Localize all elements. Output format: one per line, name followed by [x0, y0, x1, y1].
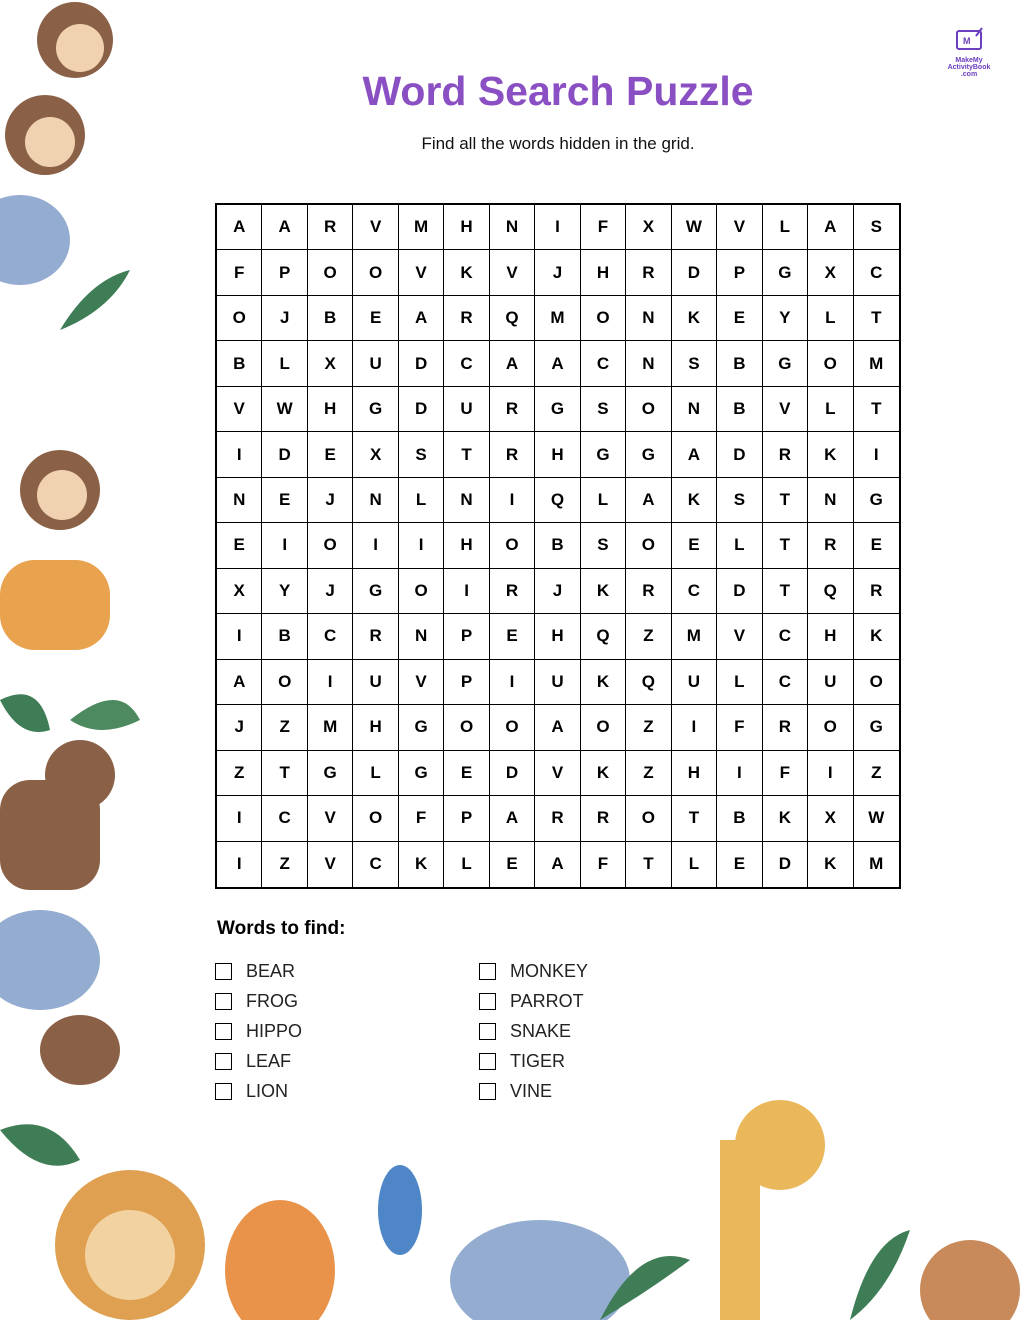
grid-cell[interactable]: R	[808, 523, 853, 568]
grid-cell[interactable]: E	[217, 523, 262, 568]
grid-cell[interactable]: S	[854, 205, 899, 250]
grid-cell[interactable]: X	[808, 796, 853, 841]
grid-cell[interactable]: I	[490, 660, 535, 705]
grid-cell[interactable]: K	[581, 660, 626, 705]
word-label: MONKEY	[510, 961, 589, 981]
grid-cell[interactable]: T	[854, 296, 899, 341]
grid-cell[interactable]: I	[490, 478, 535, 523]
grid-cell[interactable]: R	[763, 705, 808, 750]
grid-cell[interactable]: R	[444, 296, 489, 341]
grid-cell[interactable]: G	[581, 432, 626, 477]
grid-cell[interactable]: O	[490, 705, 535, 750]
word-item	[479, 961, 588, 982]
grid-cell[interactable]: V	[399, 250, 444, 295]
grid-cell[interactable]: O	[217, 296, 262, 341]
grid-cell[interactable]: L	[262, 341, 307, 386]
grid-cell[interactable]: U	[672, 660, 717, 705]
grid-cell[interactable]: O	[353, 250, 398, 295]
grid-cell[interactable]: M	[869, 854, 884, 874]
grid-cell[interactable]: Q	[535, 478, 580, 523]
grid-cell[interactable]: P	[262, 250, 307, 295]
grid-cell[interactable]: K	[672, 478, 717, 523]
grid-cell[interactable]: O	[308, 523, 353, 568]
grid-cell[interactable]: W	[854, 796, 899, 841]
grid-cell[interactable]: Z	[854, 751, 899, 796]
grid-cell[interactable]: Y	[763, 296, 808, 341]
grid-cell[interactable]: V	[353, 205, 398, 250]
grid-cell[interactable]: A	[808, 205, 853, 250]
grid-cell[interactable]: D	[262, 432, 307, 477]
grid-cell[interactable]: D	[763, 842, 808, 887]
grid-cell[interactable]: I	[217, 842, 262, 887]
grid-cell[interactable]: V	[763, 387, 808, 432]
grid-cell[interactable]: Q	[626, 660, 671, 705]
grid-cell[interactable]: K	[672, 296, 717, 341]
grid-cell[interactable]: F	[581, 205, 626, 250]
grid-cell[interactable]: G	[308, 751, 353, 796]
grid-cell[interactable]: O	[581, 296, 626, 341]
grid-cell[interactable]: A	[535, 705, 580, 750]
grid-cell[interactable]: K	[399, 842, 444, 887]
grid-cell[interactable]: O	[353, 796, 398, 841]
grid-cell[interactable]: A	[490, 796, 535, 841]
grid-cell[interactable]: E	[308, 432, 353, 477]
checkbox[interactable]	[215, 963, 232, 980]
grid-cell[interactable]: O	[490, 523, 535, 568]
book-pencil-icon	[954, 26, 984, 52]
grid-cell[interactable]: F	[763, 751, 808, 796]
grid-cell[interactable]: L	[581, 478, 626, 523]
grid-cell[interactable]: A	[262, 205, 307, 250]
grid-cell[interactable]: E	[672, 523, 717, 568]
grid-cell[interactable]: I	[672, 705, 717, 750]
grid-cell[interactable]: W	[262, 387, 307, 432]
grid-cell[interactable]: O	[808, 705, 853, 750]
grid-cell[interactable]: I	[217, 432, 262, 477]
grid-cell[interactable]: C	[353, 842, 398, 887]
svg-text:M: M	[963, 36, 971, 46]
grid-cell[interactable]: N	[626, 296, 671, 341]
grid-cell[interactable]: P	[444, 796, 489, 841]
grid-cell[interactable]: I	[308, 660, 353, 705]
grid-cell[interactable]: R	[581, 796, 626, 841]
grid-cell[interactable]: H	[581, 250, 626, 295]
grid-cell[interactable]: V	[308, 796, 353, 841]
grid-cell[interactable]: C	[308, 614, 353, 659]
grid-cell[interactable]: X	[808, 250, 853, 295]
grid-cell[interactable]: I	[717, 751, 762, 796]
checkbox[interactable]	[479, 1053, 496, 1070]
grid-cell[interactable]: G	[854, 705, 899, 750]
grid-cell[interactable]: L	[444, 842, 489, 887]
grid-cell[interactable]: D	[490, 751, 535, 796]
grid-cell[interactable]: S	[672, 341, 717, 386]
grid-cell[interactable]: T	[626, 842, 671, 887]
grid-cell[interactable]: T	[672, 796, 717, 841]
grid-cell[interactable]: E	[717, 842, 762, 887]
grid-cell[interactable]: I	[217, 796, 262, 841]
grid-cell[interactable]: W	[672, 205, 717, 250]
grid-cell[interactable]: K	[854, 614, 899, 659]
grid-cell[interactable]: O	[444, 705, 489, 750]
grid-cell[interactable]: E	[717, 296, 762, 341]
grid-cell[interactable]: N	[672, 387, 717, 432]
word-label: FROG	[246, 991, 298, 1011]
grid-cell[interactable]: L	[808, 387, 853, 432]
grid-cell[interactable]: F	[399, 796, 444, 841]
grid-cell[interactable]: F	[717, 705, 762, 750]
grid-cell[interactable]: Z	[262, 842, 307, 887]
grid-cell[interactable]: H	[672, 751, 717, 796]
grid-cell[interactable]: Q	[808, 569, 853, 614]
grid-cell[interactable]: V	[217, 387, 262, 432]
grid-cell[interactable]: T	[763, 478, 808, 523]
grid-cell[interactable]: K	[808, 432, 853, 477]
grid-cell[interactable]: G	[763, 341, 808, 386]
word-item	[479, 991, 584, 1012]
grid-cell[interactable]: R	[626, 569, 671, 614]
grid-cell[interactable]: Q	[490, 296, 535, 341]
grid-cell[interactable]: X	[308, 341, 353, 386]
grid-cell[interactable]: T	[262, 751, 307, 796]
grid-cell[interactable]: V	[717, 205, 762, 250]
word-label: VINE	[510, 1081, 553, 1101]
checkbox[interactable]	[215, 993, 232, 1010]
grid-cell[interactable]: C	[581, 341, 626, 386]
grid-cell[interactable]: J	[308, 478, 353, 523]
word-item	[479, 1081, 552, 1102]
grid-cell[interactable]: I	[262, 523, 307, 568]
grid-cell[interactable]: M	[535, 296, 580, 341]
grid-cell[interactable]: G	[353, 569, 398, 614]
grid-cell[interactable]: L	[717, 523, 762, 568]
word-item	[215, 1051, 291, 1072]
checkbox[interactable]	[215, 1083, 232, 1100]
checkbox[interactable]	[479, 1023, 496, 1040]
grid-cell[interactable]: J	[535, 569, 580, 614]
grid-cell[interactable]: V	[490, 250, 535, 295]
grid-cell[interactable]: D	[399, 341, 444, 386]
grid-cell[interactable]: L	[399, 478, 444, 523]
grid-cell[interactable]: J	[535, 250, 580, 295]
grid-cell[interactable]: T	[763, 569, 808, 614]
grid-cell[interactable]: Y	[262, 569, 307, 614]
grid-cell[interactable]: H	[444, 205, 489, 250]
word-item	[479, 1051, 565, 1072]
grid-cell[interactable]: E	[490, 614, 535, 659]
grid-cell[interactable]: N	[399, 614, 444, 659]
grid-cell[interactable]: B	[717, 341, 762, 386]
grid-cell[interactable]: R	[626, 250, 671, 295]
grid-cell[interactable]: K	[763, 796, 808, 841]
word-label: LION	[246, 1081, 289, 1101]
grid-cell[interactable]: L	[808, 296, 853, 341]
word-search-grid	[215, 203, 901, 889]
grid-cell[interactable]: P	[444, 614, 489, 659]
word-item	[215, 961, 295, 982]
grid-cell[interactable]: S	[717, 478, 762, 523]
word-label: PARROT	[510, 991, 584, 1011]
grid-cell[interactable]: T	[763, 523, 808, 568]
grid-cell[interactable]: Q	[581, 614, 626, 659]
grid-cell[interactable]: N	[808, 478, 853, 523]
grid-cell[interactable]: V	[399, 660, 444, 705]
grid-cell[interactable]: B	[217, 341, 262, 386]
grid-cell[interactable]: P	[717, 250, 762, 295]
grid-cell[interactable]: R	[490, 387, 535, 432]
grid-cell[interactable]: I	[854, 432, 899, 477]
grid-cell[interactable]: R	[490, 569, 535, 614]
grid-cell[interactable]: A	[217, 660, 262, 705]
grid-cell[interactable]: A	[217, 205, 262, 250]
checkbox[interactable]	[479, 963, 496, 980]
grid-cell[interactable]: M	[308, 705, 353, 750]
grid-cell[interactable]: T	[854, 387, 899, 432]
grid-cell[interactable]: R	[490, 432, 535, 477]
grid-cell[interactable]: U	[444, 387, 489, 432]
grid-cell[interactable]: A	[672, 432, 717, 477]
word-item	[479, 1021, 571, 1042]
grid-cell[interactable]: C	[854, 250, 899, 295]
grid-cell[interactable]: L	[672, 842, 717, 887]
grid-cell[interactable]: X	[353, 432, 398, 477]
word-label: BEAR	[246, 961, 296, 981]
grid-cell[interactable]: D	[717, 432, 762, 477]
grid-cell[interactable]: E	[353, 296, 398, 341]
grid-cell[interactable]: A	[626, 478, 671, 523]
grid-cell[interactable]: R	[308, 205, 353, 250]
grid-cell[interactable]: N	[626, 341, 671, 386]
grid-cell[interactable]: Z	[626, 614, 671, 659]
grid-cell[interactable]: Z	[626, 751, 671, 796]
word-label: LEAF	[246, 1051, 292, 1071]
grid-cell[interactable]: G	[854, 478, 899, 523]
grid-cell[interactable]: O	[626, 523, 671, 568]
grid-cell[interactable]: J	[308, 569, 353, 614]
grid-cell[interactable]: K	[808, 842, 853, 887]
grid-cell[interactable]: B	[262, 614, 307, 659]
grid-cell[interactable]: B	[308, 296, 353, 341]
grid-cell[interactable]: O	[308, 250, 353, 295]
grid-cell[interactable]: E	[854, 523, 899, 568]
grid-cell[interactable]: M	[854, 341, 899, 386]
grid-cell[interactable]: V	[308, 842, 353, 887]
grid-cell[interactable]: S	[581, 523, 626, 568]
grid-cell[interactable]: L	[353, 751, 398, 796]
grid-cell[interactable]: C	[763, 660, 808, 705]
grid-cell[interactable]: R	[353, 614, 398, 659]
grid-cell[interactable]: U	[535, 660, 580, 705]
grid-cell[interactable]: O	[808, 341, 853, 386]
instructions: Find all the words hidden in the grid.	[421, 134, 695, 153]
grid-cell[interactable]: T	[444, 432, 489, 477]
word-item	[215, 991, 298, 1012]
grid-cell[interactable]: X	[217, 569, 262, 614]
grid-cell[interactable]: Z	[217, 751, 262, 796]
grid-cell[interactable]: P	[444, 660, 489, 705]
words-to-find-heading: Words to find:	[217, 918, 346, 939]
grid-cell[interactable]: E	[262, 478, 307, 523]
grid-cell[interactable]: H	[535, 432, 580, 477]
grid-cell[interactable]: I	[808, 751, 853, 796]
grid-cell[interactable]: U	[808, 660, 853, 705]
grid-cell[interactable]: V	[535, 751, 580, 796]
grid-cell[interactable]: C	[444, 341, 489, 386]
grid-cell[interactable]: A	[490, 341, 535, 386]
grid-cell[interactable]: V	[717, 614, 762, 659]
grid-cell[interactable]: S	[399, 432, 444, 477]
grid-cell[interactable]: H	[808, 614, 853, 659]
grid-cell[interactable]: G	[763, 250, 808, 295]
grid-cell[interactable]: E	[490, 842, 535, 887]
grid-cell[interactable]: N	[490, 205, 535, 250]
grid-cell[interactable]: X	[626, 205, 671, 250]
checkbox[interactable]	[215, 1023, 232, 1040]
grid-cell[interactable]: L	[763, 205, 808, 250]
grid-cell[interactable]: I	[399, 523, 444, 568]
grid-cell[interactable]: O	[626, 387, 671, 432]
grid-cell[interactable]: D	[672, 250, 717, 295]
grid-cell[interactable]: R	[854, 569, 899, 614]
grid-cell[interactable]: S	[581, 387, 626, 432]
grid-cell[interactable]: F	[217, 250, 262, 295]
grid-cell[interactable]: R	[535, 796, 580, 841]
grid-cell[interactable]: I	[217, 614, 262, 659]
grid-cell[interactable]: M	[672, 614, 717, 659]
grid-cell[interactable]: J	[262, 296, 307, 341]
checkbox[interactable]	[215, 1053, 232, 1070]
checkbox[interactable]	[479, 1083, 496, 1100]
grid-cell[interactable]: H	[444, 523, 489, 568]
grid-cell[interactable]: K	[444, 250, 489, 295]
word-item	[215, 1021, 302, 1042]
grid-cell[interactable]: Z	[626, 705, 671, 750]
grid-cell[interactable]: O	[581, 705, 626, 750]
grid-cell[interactable]: Z	[262, 705, 307, 750]
grid-cell[interactable]: R	[763, 432, 808, 477]
grid-cell[interactable]: B	[717, 387, 762, 432]
grid-cell[interactable]: G	[399, 751, 444, 796]
grid-cell[interactable]: G	[399, 705, 444, 750]
grid-cell[interactable]: C	[672, 569, 717, 614]
grid-cell[interactable]: H	[353, 705, 398, 750]
grid-cell[interactable]: I	[444, 569, 489, 614]
grid-cell[interactable]: A	[399, 296, 444, 341]
grid-cell[interactable]: B	[535, 523, 580, 568]
grid-cell[interactable]: C	[262, 796, 307, 841]
grid-cell[interactable]: U	[353, 660, 398, 705]
word-label: HIPPO	[246, 1021, 303, 1041]
grid-cell[interactable]: G	[353, 387, 398, 432]
grid-cell[interactable]: E	[444, 751, 489, 796]
grid-cell[interactable]: K	[581, 569, 626, 614]
grid-cell[interactable]: N	[444, 478, 489, 523]
grid-cell[interactable]: H	[535, 614, 580, 659]
grid-cell[interactable]: G	[535, 387, 580, 432]
grid-cell[interactable]: J	[217, 705, 262, 750]
grid-cell[interactable]: K	[581, 751, 626, 796]
grid-cell[interactable]: G	[626, 432, 671, 477]
checkbox[interactable]	[479, 993, 496, 1010]
grid-cell[interactable]: D	[399, 387, 444, 432]
word-label: SNAKE	[510, 1021, 572, 1041]
grid-cell[interactable]: M	[399, 205, 444, 250]
word-item	[215, 1081, 288, 1102]
logo-text: MakeMy ActivityBook .com	[947, 57, 991, 78]
grid-cell[interactable]: O	[626, 796, 671, 841]
page-title: Word Search Puzzle	[362, 68, 754, 114]
grid-cell[interactable]: B	[717, 796, 762, 841]
grid-cell[interactable]: F	[581, 842, 626, 887]
grid-cell[interactable]: A	[535, 341, 580, 386]
grid-cell[interactable]: N	[353, 478, 398, 523]
word-label: TIGER	[510, 1051, 566, 1071]
grid-cell[interactable]: H	[308, 387, 353, 432]
grid-cell[interactable]: C	[763, 614, 808, 659]
grid-cell[interactable]: U	[353, 341, 398, 386]
grid-cell[interactable]: N	[217, 478, 262, 523]
grid-cell[interactable]: D	[717, 569, 762, 614]
grid-cell[interactable]: O	[854, 660, 899, 705]
grid-cell[interactable]: O	[399, 569, 444, 614]
grid-cell[interactable]: I	[353, 523, 398, 568]
grid-cell[interactable]: L	[717, 660, 762, 705]
grid-cell[interactable]: A	[535, 842, 580, 887]
grid-cell[interactable]: O	[262, 660, 307, 705]
grid-cell[interactable]: I	[535, 205, 580, 250]
